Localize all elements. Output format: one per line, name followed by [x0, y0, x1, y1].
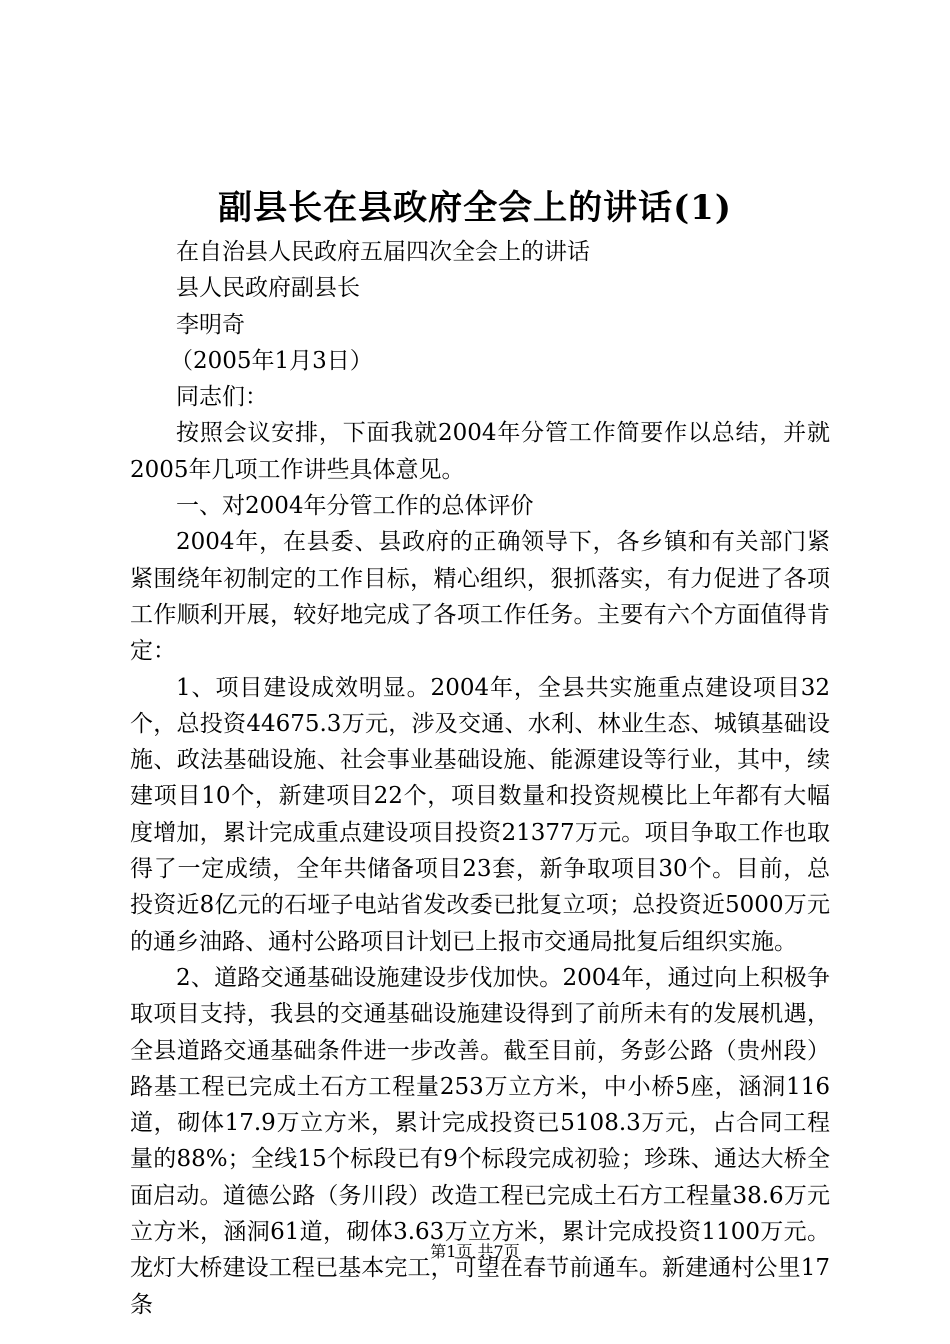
paragraph-road-transport: 2、道路交通基础设施建设步伐加快。2004年，通过向上积极争取项目支持，我县的交通基础设施建设得到了前所未有的发展机遇，全县道路交通基础条件进一步改善。截至目前，务彭公路（贵州段）路基工程已完成土石方工程量253万立方米，中小桥5座，涵洞116道，砌体17.9万立方米，累计完成投资已5108.3万元，占合同工程量的88%；全线15个标段已有9个标段完成初验；珍珠、通达大桥全面启动。道德公路（务川段）改造工程已完成土石方工程量38.6万元立方米，涵洞61道，砌体3.63万立方米，累计完成投资1100万元。龙灯大桥建设工程已基本完工，可望在春节前通车。新建通村公里17条 — [130, 964, 830, 1318]
document-body — [130, 234, 830, 1323]
paragraph-project-construction: 1、项目建设成效明显。2004年，全县共实施重点建设项目32个，总投资44675.3万元，涉及交通、水利、林业生态、城镇基础设施、政法基础设施、社会事业基础设施、能源建设等行业，其中，续建项目10个，新建项目22个，项目数量和投资规模比上年都有大幅度增加，累计完成重点建设项目投资21377万元。项目争取工作也取得了一定成绩，全年共储备项目23套，新争取项目30个。目前，总投资近8亿元的石垭子电站省发改委已批复立项；总投资近5000万元的通乡油路、通村公路项目计划已上报市交通局批复后组织实施。 — [130, 674, 830, 955]
speech-date: （2005年1月3日） — [170, 347, 373, 374]
document-title: 副县长在县政府全会上的讲话(1) — [218, 188, 732, 228]
paragraph-overview: 2004年，在县委、县政府的正确领导下，各乡镇和有关部门紧紧围绕年初制定的工作目标，精心组织，狠抓落实，有力促进了各项工作顺利开展，较好地完成了各项工作任务。主要有六个方面值得肯定： — [130, 529, 830, 665]
speaker-name: 李明奇 — [176, 311, 245, 338]
salutation: 同志们： — [176, 384, 268, 411]
paragraph-intro: 按照会议安排，下面我就2004年分管工作简要作以总结，并就2005年几项工作讲些具体意见。 — [130, 420, 830, 483]
page-footer: 第1页 共7页 — [430, 1242, 520, 1261]
speech-occasion: 在自治县人民政府五届四次全会上的讲话 — [176, 239, 590, 265]
speaker-position: 县人民政府副县长 — [176, 275, 360, 302]
section-heading-1: 一、对2004年分管工作的总体评价 — [176, 493, 534, 520]
